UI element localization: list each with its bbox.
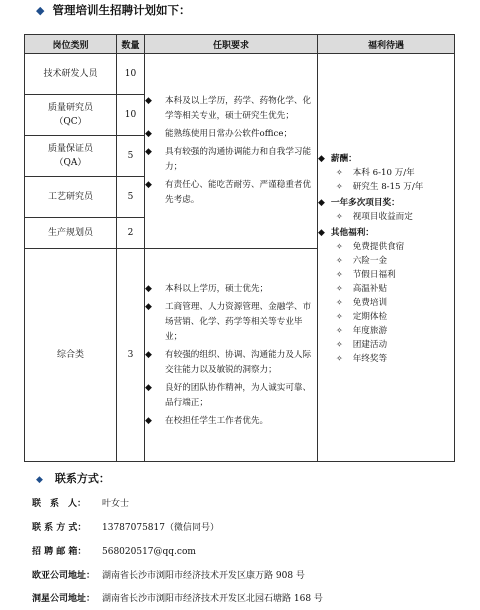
diamond-bullet-icon: ◆ [145,129,152,139]
contact-person-row: 联 系 人： 叶女士 [32,499,130,509]
count-cell: 10 [117,54,145,95]
requirements-cell-general [145,249,318,462]
diamond-bullet-icon: ◆ [318,153,325,164]
diamond-bullet-icon: ◆ [145,283,152,294]
other-benefits-heading: ◆ 其他福利： [318,227,374,238]
star-bullet-icon: ✧ [336,325,343,335]
contact-email-row: 招 聘 邮 箱： 568020517@qq.com [32,547,196,557]
list-item: ◆ 工商管理、人力资源管理、金融学、市场营销、化学、药学等相关等专业毕业； [145,301,312,342]
company-address-row: 洞星公司地址： 湖南省长沙市浏阳市经济技术开发区北园石塘路 168 号 [32,594,323,604]
bonus-heading: ◆ 一年多次项目奖： [318,197,400,208]
position-name: 工艺研究员 [47,192,93,202]
diamond-bullet-icon: ◆ [145,415,152,426]
list-item: ✧ 研究生 8-15 万/年 [336,181,424,192]
position-code: （QC） [54,117,87,127]
diamond-bullet-icon: ◆ [145,96,152,106]
list-item: ✧ 六险一金 [336,255,388,266]
header-position: 岗位类别 [25,35,117,54]
diamond-bullet-icon: ◆ [145,301,152,312]
list-item: ✧ 免费培训 [336,297,388,308]
requirements-cell-technical [145,54,318,249]
position-code: （QA） [54,158,87,168]
salary-heading: ◆ 薪酬： [318,153,357,164]
list-item: ◆ 本科及以上学历，药学、药物化学、化学等相关专业，硕士研究生优先； [145,96,312,121]
star-bullet-icon: ✧ [336,181,343,191]
recruitment-plan-heading [36,2,190,18]
list-item: ◆ 本科以上学历，硕士优先； [145,282,317,297]
position-cell [25,249,117,462]
diamond-bullet-icon: ◆ [36,475,43,485]
list-item: ✧ 团建活动 [336,339,388,350]
count-cell: 2 [117,218,145,249]
requirements-list [145,94,317,208]
diamond-bullet-icon: ◆ [145,349,152,360]
star-bullet-icon: ✧ [336,167,343,177]
star-bullet-icon: ✧ [336,211,343,221]
star-bullet-icon: ✧ [336,297,343,307]
count-cell: 5 [117,177,145,218]
company-address-row: 欧亚公司地址： 湖南省长沙市浏阳市经济技术开发区康万路 908 号 [32,571,305,581]
position-cell [25,177,117,218]
recruitment-table [24,34,455,462]
list-item: ◆ 能熟练使用日常办公软件office； [145,127,317,142]
diamond-bullet-icon: ◆ [145,147,152,157]
count-cell: 5 [117,136,145,177]
list-item: ✧ 年度旅游 [336,325,388,336]
position-cell [25,136,117,177]
list-item: ✧ 节假日福利 [336,269,396,280]
star-bullet-icon: ✧ [336,283,343,293]
star-bullet-icon: ✧ [336,353,343,363]
table-header-row [25,35,455,54]
position-name: 质量保证员 [47,144,93,154]
list-item: ◆ 具有较强的沟通协调能力和自我学习能力； [145,147,312,172]
star-bullet-icon: ✧ [336,255,343,265]
position-name: 综合类 [56,350,84,360]
list-item: ◆ 有较强的组织、协调、沟通能力及人际交往能力以及敏锐的洞察力； [145,349,312,375]
header-benefits: 福利待遇 [318,35,455,54]
requirements-list [145,282,317,429]
star-bullet-icon: ✧ [336,311,343,321]
star-bullet-icon: ✧ [336,241,343,251]
diamond-bullet-icon: ◆ [145,382,152,393]
list-item: ✧ 视项目收益而定 [336,211,413,222]
header-count: 数量 [117,35,145,54]
position-name: 生产规划员 [47,228,93,238]
diamond-bullet-icon: ◆ [318,227,325,238]
list-item: ✧ 定期体检 [336,311,388,322]
table-row [25,54,455,95]
list-item: ✧ 本科 6-10 万/年 [336,167,415,178]
heading-text: 管理培训生招聘计划如下： [52,3,191,17]
star-bullet-icon: ✧ [336,339,343,349]
list-item: ◆ 良好的团队协作精神，为人诚实可靠、品行端正； [145,382,312,408]
position-name: 技术研发人员 [43,69,98,79]
list-item: ✧ 年终奖等 [336,353,388,364]
header-requirements: 任职要求 [145,35,318,54]
position-name: 质量研究员 [47,103,93,113]
contact-phone-row: 联 系 方 式： 13787075817（微信同号） [32,523,219,533]
position-cell [25,54,117,95]
count-cell: 10 [117,95,145,136]
list-item: ◆ 有责任心、能吃苦耐劳、严谨稳重者优先考虑。 [145,180,312,205]
list-item: ✧ 高温补贴 [336,283,388,294]
star-bullet-icon: ✧ [336,269,343,279]
diamond-bullet-icon: ◆ [145,180,152,190]
list-item: ◆ 在校担任学生工作者优先。 [145,414,317,429]
benefits-cell [318,54,455,462]
diamond-bullet-icon: ◆ [318,197,325,208]
contact-heading: ◆ 联系方式： [36,472,110,485]
position-cell [25,218,117,249]
position-cell [25,95,117,136]
list-item: ✧ 免费提供食宿 [336,241,405,252]
diamond-bullet-icon: ◆ [36,4,45,17]
count-cell: 3 [117,249,145,462]
